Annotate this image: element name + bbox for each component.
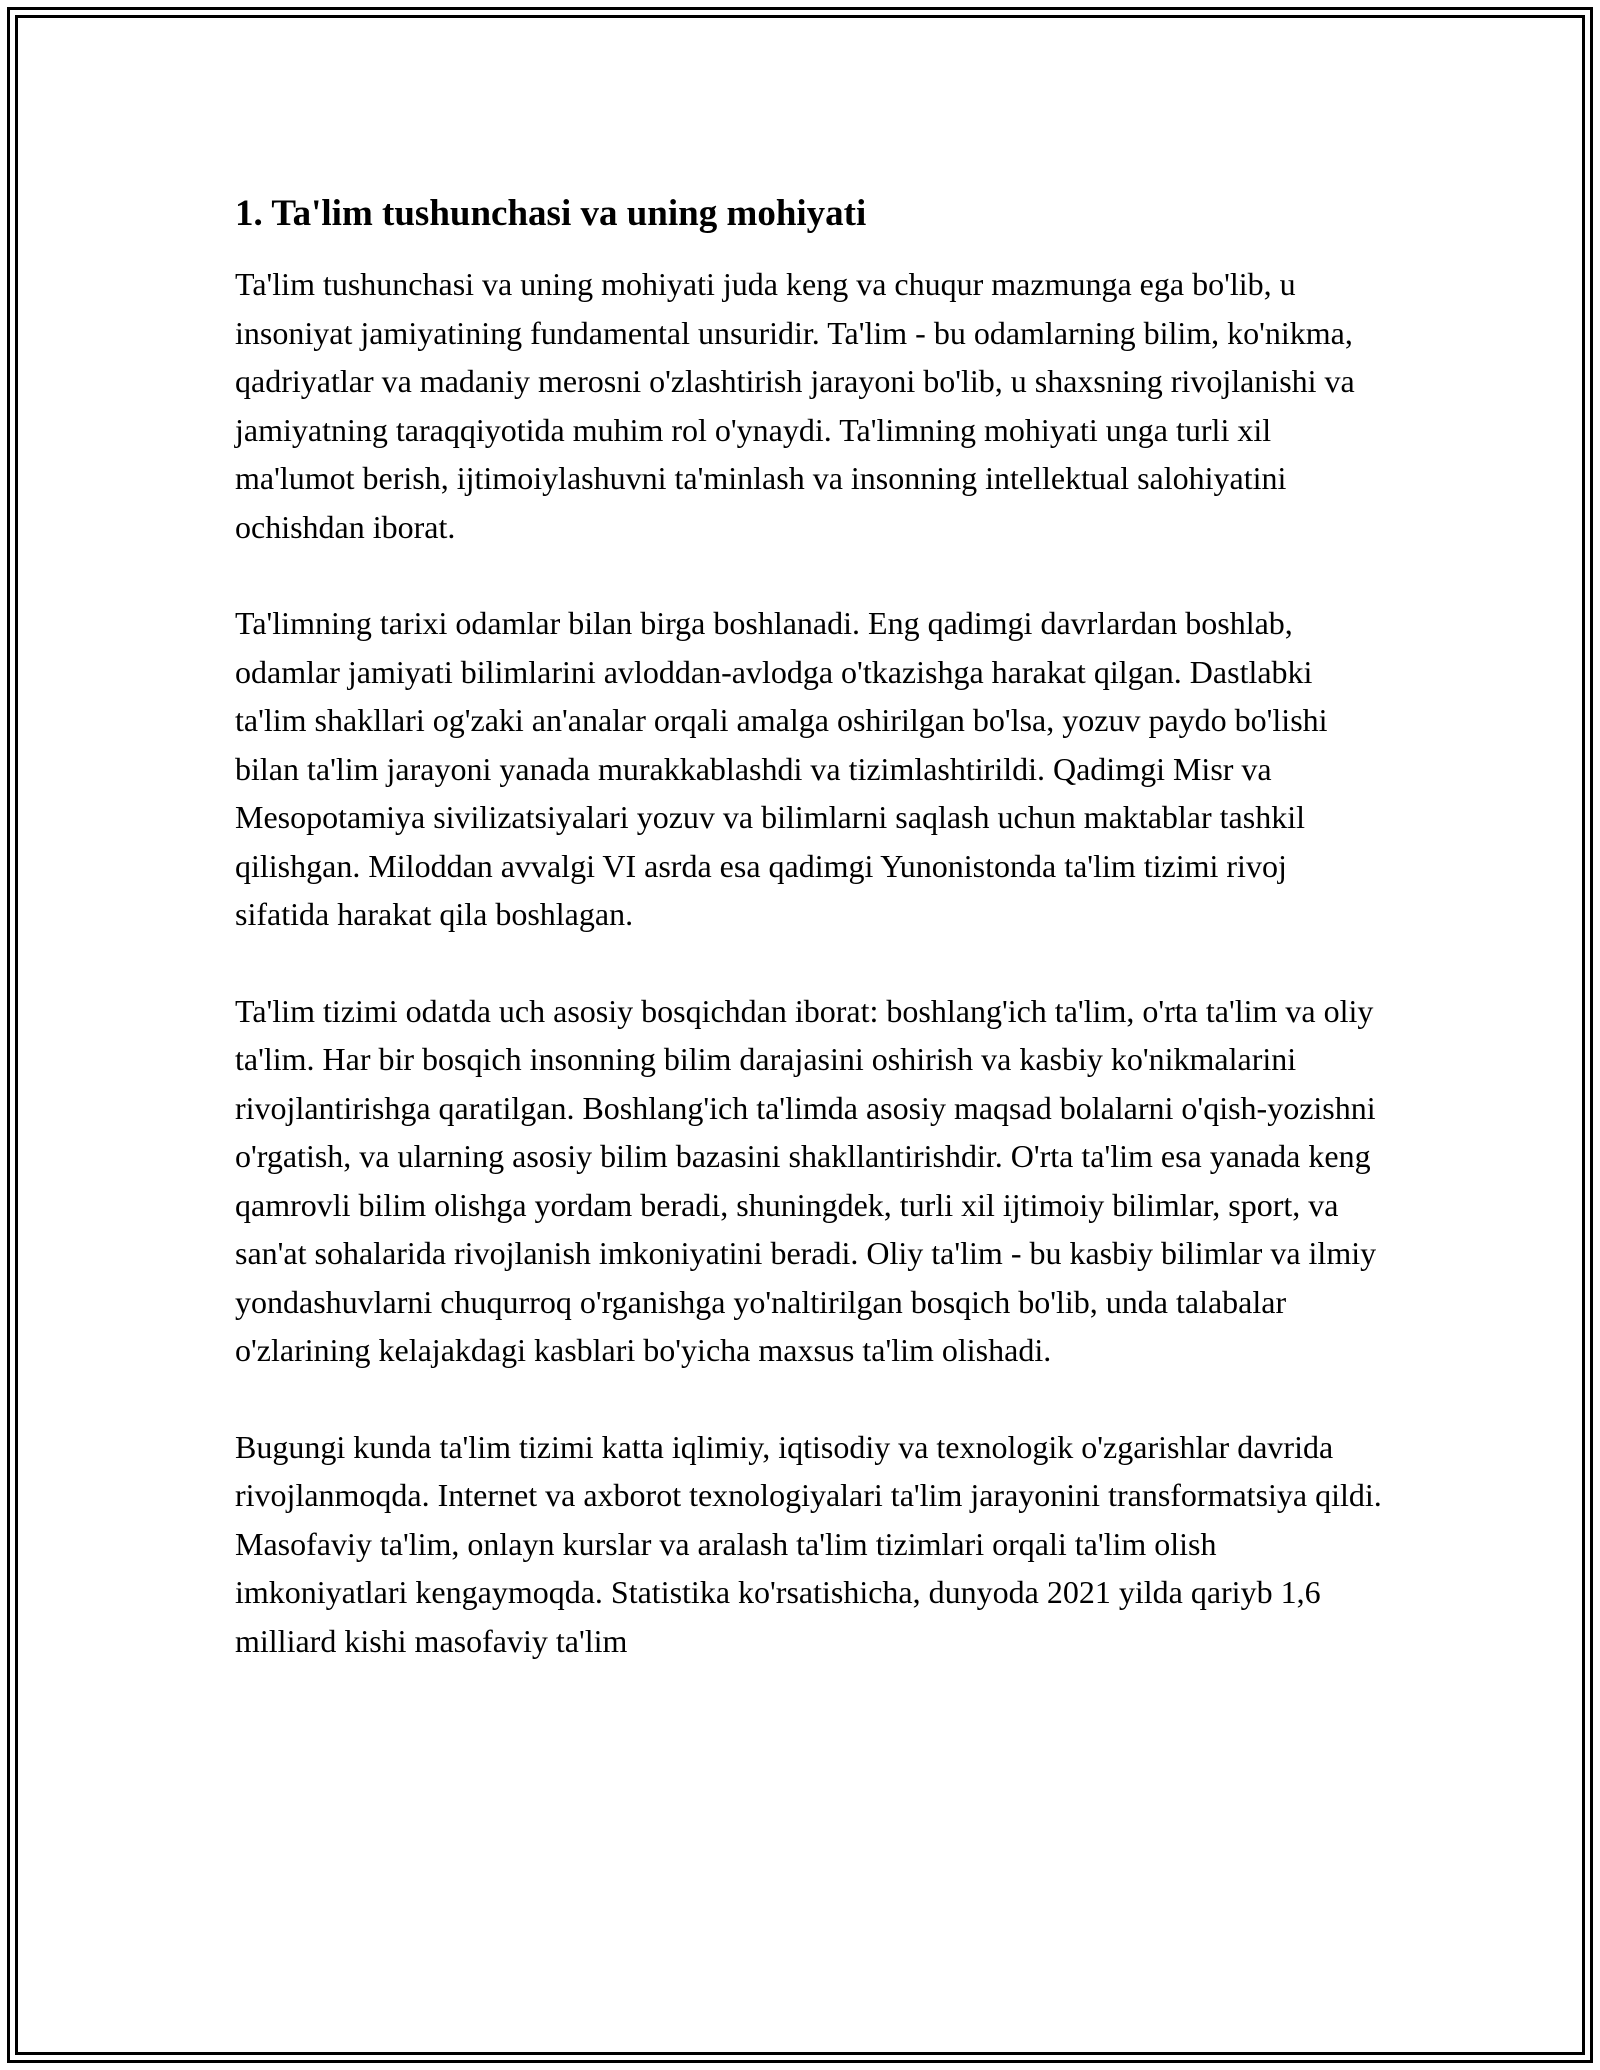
paragraph-2: Ta'limning tarixi odamlar bilan birga boshlanadi. Eng qadimgi davrlardan boshlab, odamlar jamiyati bilimlarini avloddan-avlodga o'tkazishga harakat qilgan. Dastlabki ta'lim shakllari og'zaki an'analar orqali amalga oshirilgan bo'lsa, yozuv paydo bo'lishi bilan ta'lim jarayoni yanada murakkablashdi va tizimlashtirildi. Qadimgi Misr va Mesopotamiya sivilizatsiyalari yozuv va bilimlarni saqlash uchun maktablar tashkil qilishgan. Miloddan avvalgi VI asrda esa qadimgi Yunonistonda ta'lim tizimi rivoj sifatida harakat qila boshlagan. <box>235 605 1328 932</box>
paragraph-1: Ta'lim tushunchasi va uning mohiyati juda keng va chuqur mazmunga ega bo'lib, u insoniyat jamiyatining fundamental unsuridir. Ta'lim - bu odamlarning bilim, ko'nikma, qadriyatlar va madaniy merosni o'zlashtirish jarayoni bo'lib, u shaxsning rivojlanishi va jamiyatning taraqqiyotida muhim rol o'ynaydi. Ta'limning mohiyati unga turli xil ma'lumot berish, ijtimoiylashuvni ta'minlash va insonning intellektual salohiyatini ochishdan iborat. <box>235 266 1355 545</box>
document-body <box>235 188 1385 1713</box>
section-heading: 1. Ta'lim tushunchasi va uning mohiyati <box>235 193 867 234</box>
paragraph-4: Bugungi kunda ta'lim tizimi katta iqlimiy, iqtisodiy va texnologik o'zgarishlar davrida rivojlanmoqda. Internet va axborot texnologiyalari ta'lim jarayonini transformatsiya qildi. Masofaviy ta'lim, onlayn kurslar va aralash ta'lim tizimlari orqali ta'lim olish imkoniyatlari kengaymoqda. Statistika ko'rsatishicha, dunyoda 2021 yilda qariyb 1,6 milliard kishi masofaviy ta'lim <box>235 1428 1382 1659</box>
paragraph-3: Ta'lim tizimi odatda uch asosiy bosqichdan iborat: boshlang'ich ta'lim, o'rta ta'lim va oliy ta'lim. Har bir bosqich insonning bilim darajasini oshirish va kasbiy ko'nikmalarini rivojlantirishga qaratilgan. Boshlang'ich ta'limda asosiy maqsad bolalarni o'qish-yozishni o'rgatish, va ularning asosiy bilim bazasini shakllantirishdir. O'rta ta'lim esa yanada keng qamrovli bilim olishga yordam beradi, shuningdek, turli xil ijtimoiy bilimlar, sport, va san'at sohalarida rivojlanish imkoniyatini beradi. Oliy ta'lim - bu kasbiy bilimlar va ilmiy yondashuvlarni chuqurroq o'rganishga yo'naltirilgan bosqich bo'lib, unda talabalar o'zlarining kelajakdagi kasblari bo'yicha maxsus ta'lim olishadi. <box>235 992 1377 1368</box>
